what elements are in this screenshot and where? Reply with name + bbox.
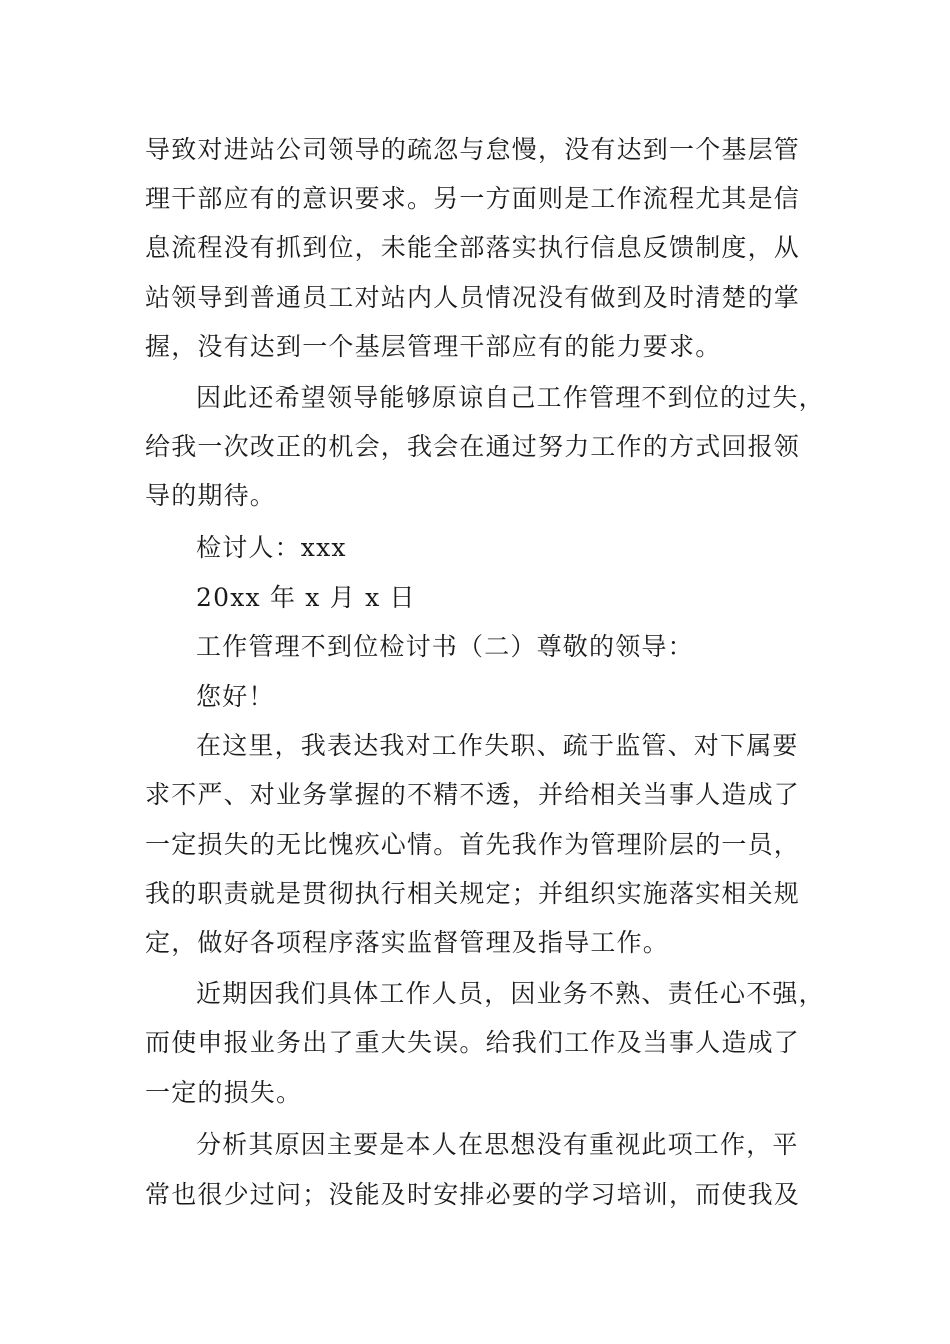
body-text-line: 在这里，我表达我对工作失职、疏于监管、对下属要: [196, 731, 799, 760]
body-text-line: 分析其原因主要是本人在思想没有重视此项工作，平: [196, 1130, 799, 1159]
body-text-line: 一定损失的无比愧疚心情。首先我作为管理阶层的一员，: [145, 830, 801, 859]
date-line: 20xx 年 x 月 x 日: [196, 583, 416, 612]
body-text-line: 息流程没有抓到位，未能全部落实执行信息反馈制度，从: [145, 233, 801, 262]
section-heading: 工作管理不到位检讨书（二）尊敬的领导：: [196, 632, 694, 661]
body-text-line: 导致对进站公司领导的疏忽与怠慢，没有达到一个基层管: [145, 135, 801, 164]
greeting-line: 您好！: [196, 682, 275, 711]
body-text-line: 理干部应有的意识要求。另一方面则是工作流程尤其是信: [145, 184, 801, 213]
body-text-line: 我的职责就是贯彻执行相关规定；并组织实施落实相关规: [145, 879, 801, 908]
signature-line: 检讨人：xxx: [196, 533, 347, 562]
body-text-line: 常也很少过问；没能及时安排必要的学习培训，而使我及: [145, 1180, 801, 1209]
body-text-line: 因此还希望领导能够原谅自己工作管理不到位的过失，: [196, 383, 825, 412]
body-text-line: 而使申报业务出了重大失误。给我们工作及当事人造成了: [145, 1028, 801, 1057]
body-text-line: 定，做好各项程序落实监督管理及指导工作。: [145, 928, 670, 957]
body-text-line: 握，没有达到一个基层管理干部应有的能力要求。: [145, 332, 722, 361]
body-text-line: 给我一次改正的机会，我会在通过努力工作的方式回报领: [145, 432, 801, 461]
body-text-line: 一定的损失。: [145, 1078, 303, 1107]
body-text-line: 近期因我们具体工作人员，因业务不熟、责任心不强，: [196, 979, 825, 1008]
body-text-line: 站领导到普通员工对站内人员情况没有做到及时清楚的掌: [145, 283, 801, 312]
body-text-line: 导的期待。: [145, 481, 277, 510]
body-text-line: 求不严、对业务掌握的不精不透，并给相关当事人造成了: [145, 780, 801, 809]
